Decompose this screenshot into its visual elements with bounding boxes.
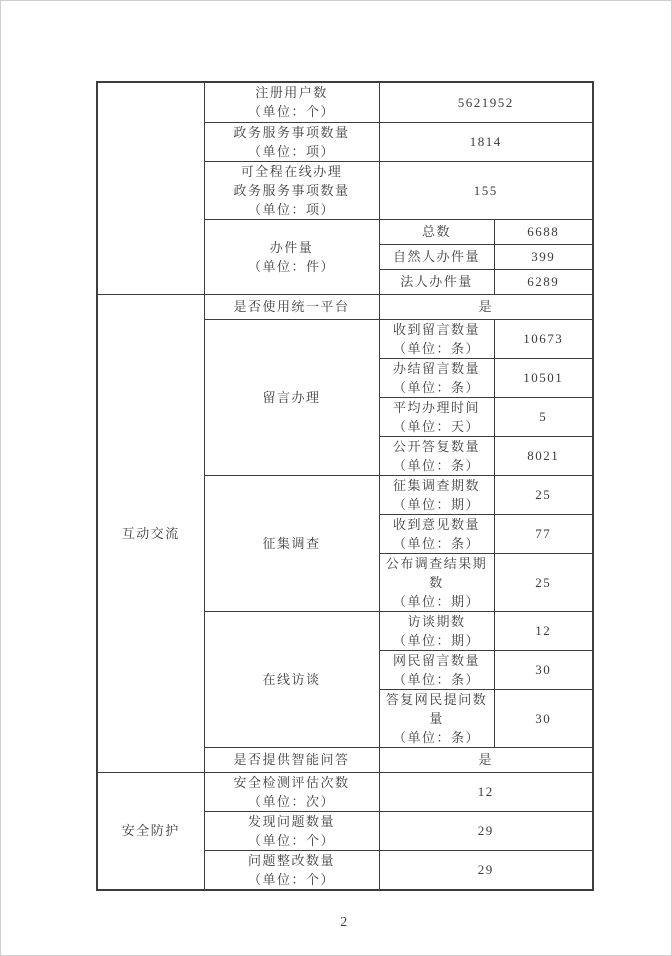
- cell-problems-found-label: [204, 811, 379, 850]
- label-text: 答复网民提问数量: [385, 691, 488, 726]
- cell-online-interview-sub-2-label: [379, 689, 494, 747]
- label-unit: （单位：期）: [392, 593, 480, 609]
- label-text: 问题整改数量: [247, 852, 335, 868]
- label-unit: （单位：次）: [247, 793, 335, 809]
- cell-online-interview-sub-1-value: 30: [494, 650, 593, 689]
- cell-registered-users-value: 5621952: [379, 82, 593, 122]
- cell-unified-platform-value: 是: [379, 294, 593, 319]
- label-text: 政务服务事项数量: [233, 124, 350, 140]
- cell-survey-collection-sub-1-label: [379, 514, 494, 553]
- label-unit: （单位：天）: [392, 418, 480, 434]
- category-cell-empty: [97, 82, 204, 294]
- cell-online-interview-sub-1-label: [379, 650, 494, 689]
- cell-full-online-items-label: [204, 161, 379, 219]
- category-cell-interaction: 互动交流: [97, 294, 204, 772]
- cell-message-handling-sub-3-label: [379, 436, 494, 475]
- cell-online-interview-sub-2-value: 30: [494, 689, 593, 747]
- label-unit: （单位：条）: [392, 379, 480, 395]
- cell-unified-platform-label: 是否使用统一平台: [204, 294, 379, 319]
- label-unit: （单位：条）: [392, 340, 480, 356]
- label-text: 注册用户数: [255, 85, 328, 101]
- label-unit: （单位：条）: [392, 535, 480, 551]
- cell-online-interview-sub-0-label: [379, 611, 494, 650]
- cell-smart-qa-label: 是否提供智能问答: [204, 747, 379, 772]
- label-text: 访谈期数: [407, 613, 466, 629]
- label-unit: （单位：个）: [247, 104, 335, 120]
- label-text: 收到留言数量: [392, 321, 480, 337]
- label-unit: （单位：件）: [247, 258, 335, 274]
- cell-full-online-items-value: 155: [379, 161, 593, 219]
- cell-case-volume-sub-2-value: 6289: [494, 269, 593, 294]
- cell-case-volume-label: [204, 219, 379, 294]
- cell-problems-found-value: 29: [379, 811, 593, 850]
- cell-registered-users-label: [204, 82, 379, 122]
- cell-case-volume-sub-2-label: 法人办件量: [379, 269, 494, 294]
- cell-security-assessment-label: [204, 772, 379, 811]
- cell-survey-collection-label: 征集调查: [204, 475, 379, 611]
- label-text: 发现问题数量: [247, 813, 335, 829]
- cell-smart-qa-value: 是: [379, 747, 593, 772]
- cell-case-volume-sub-1-value: 399: [494, 244, 593, 269]
- label-text: 平均办理时间: [392, 399, 480, 415]
- cell-survey-collection-sub-0-label: [379, 475, 494, 514]
- label-text: 安全检测评估次数: [233, 774, 350, 790]
- cell-message-handling-sub-1-label: [379, 358, 494, 397]
- label-text: 可全程在线办理: [240, 163, 343, 179]
- cell-case-volume-sub-0-value: 6688: [494, 219, 593, 244]
- cell-survey-collection-sub-0-value: 25: [494, 475, 593, 514]
- cell-message-handling-sub-0-label: [379, 319, 494, 358]
- cell-case-volume-sub-0-label: 总数: [379, 219, 494, 244]
- cell-message-handling-sub-0-value: 10673: [494, 319, 593, 358]
- cell-survey-collection-sub-2-value: 25: [494, 553, 593, 611]
- label-unit: （单位：期）: [392, 632, 480, 648]
- label-unit: （单位：条）: [392, 457, 480, 473]
- cell-message-handling-sub-3-value: 8021: [494, 436, 593, 475]
- cell-gov-service-items-value: 1814: [379, 122, 593, 161]
- cell-message-handling-sub-2-label: [379, 397, 494, 436]
- label-text: 办结留言数量: [392, 360, 480, 376]
- label-unit: （单位：条）: [392, 729, 480, 745]
- cell-problems-rectified-value: 29: [379, 850, 593, 890]
- label-unit: （单位：期）: [392, 496, 480, 512]
- label-unit: （单位：条）: [392, 671, 480, 687]
- cell-survey-collection-sub-1-value: 77: [494, 514, 593, 553]
- label-text: 办件量: [269, 239, 314, 255]
- label-text: 收到意见数量: [392, 516, 480, 532]
- label-text: 公布调查结果期数: [385, 555, 488, 590]
- label-unit: （单位：个）: [247, 871, 335, 887]
- cell-survey-collection-sub-2-label: [379, 553, 494, 611]
- cell-online-interview-sub-0-value: 12: [494, 611, 593, 650]
- cell-gov-service-items-label: [204, 122, 379, 161]
- label-text: 公开答复数量: [392, 438, 480, 454]
- cell-problems-rectified-label: [204, 850, 379, 890]
- label-text: 网民留言数量: [392, 652, 480, 668]
- cell-case-volume-sub-1-label: 自然人办件量: [379, 244, 494, 269]
- label-unit: （单位：项）: [247, 143, 335, 159]
- cell-security-assessment-value: 12: [379, 772, 593, 811]
- cell-message-handling-sub-2-value: 5: [494, 397, 593, 436]
- label-text: 征集调查期数: [392, 477, 480, 493]
- page-number: 2: [340, 914, 348, 930]
- label-text: 政务服务事项数量: [233, 182, 350, 198]
- cell-message-handling-label: 留言办理: [204, 319, 379, 475]
- report-table: [96, 81, 594, 891]
- category-cell-security: 安全防护: [97, 772, 204, 890]
- label-unit: （单位：个）: [247, 832, 335, 848]
- cell-message-handling-sub-1-value: 10501: [494, 358, 593, 397]
- cell-online-interview-label: 在线访谈: [204, 611, 379, 747]
- label-unit: （单位：项）: [247, 201, 335, 217]
